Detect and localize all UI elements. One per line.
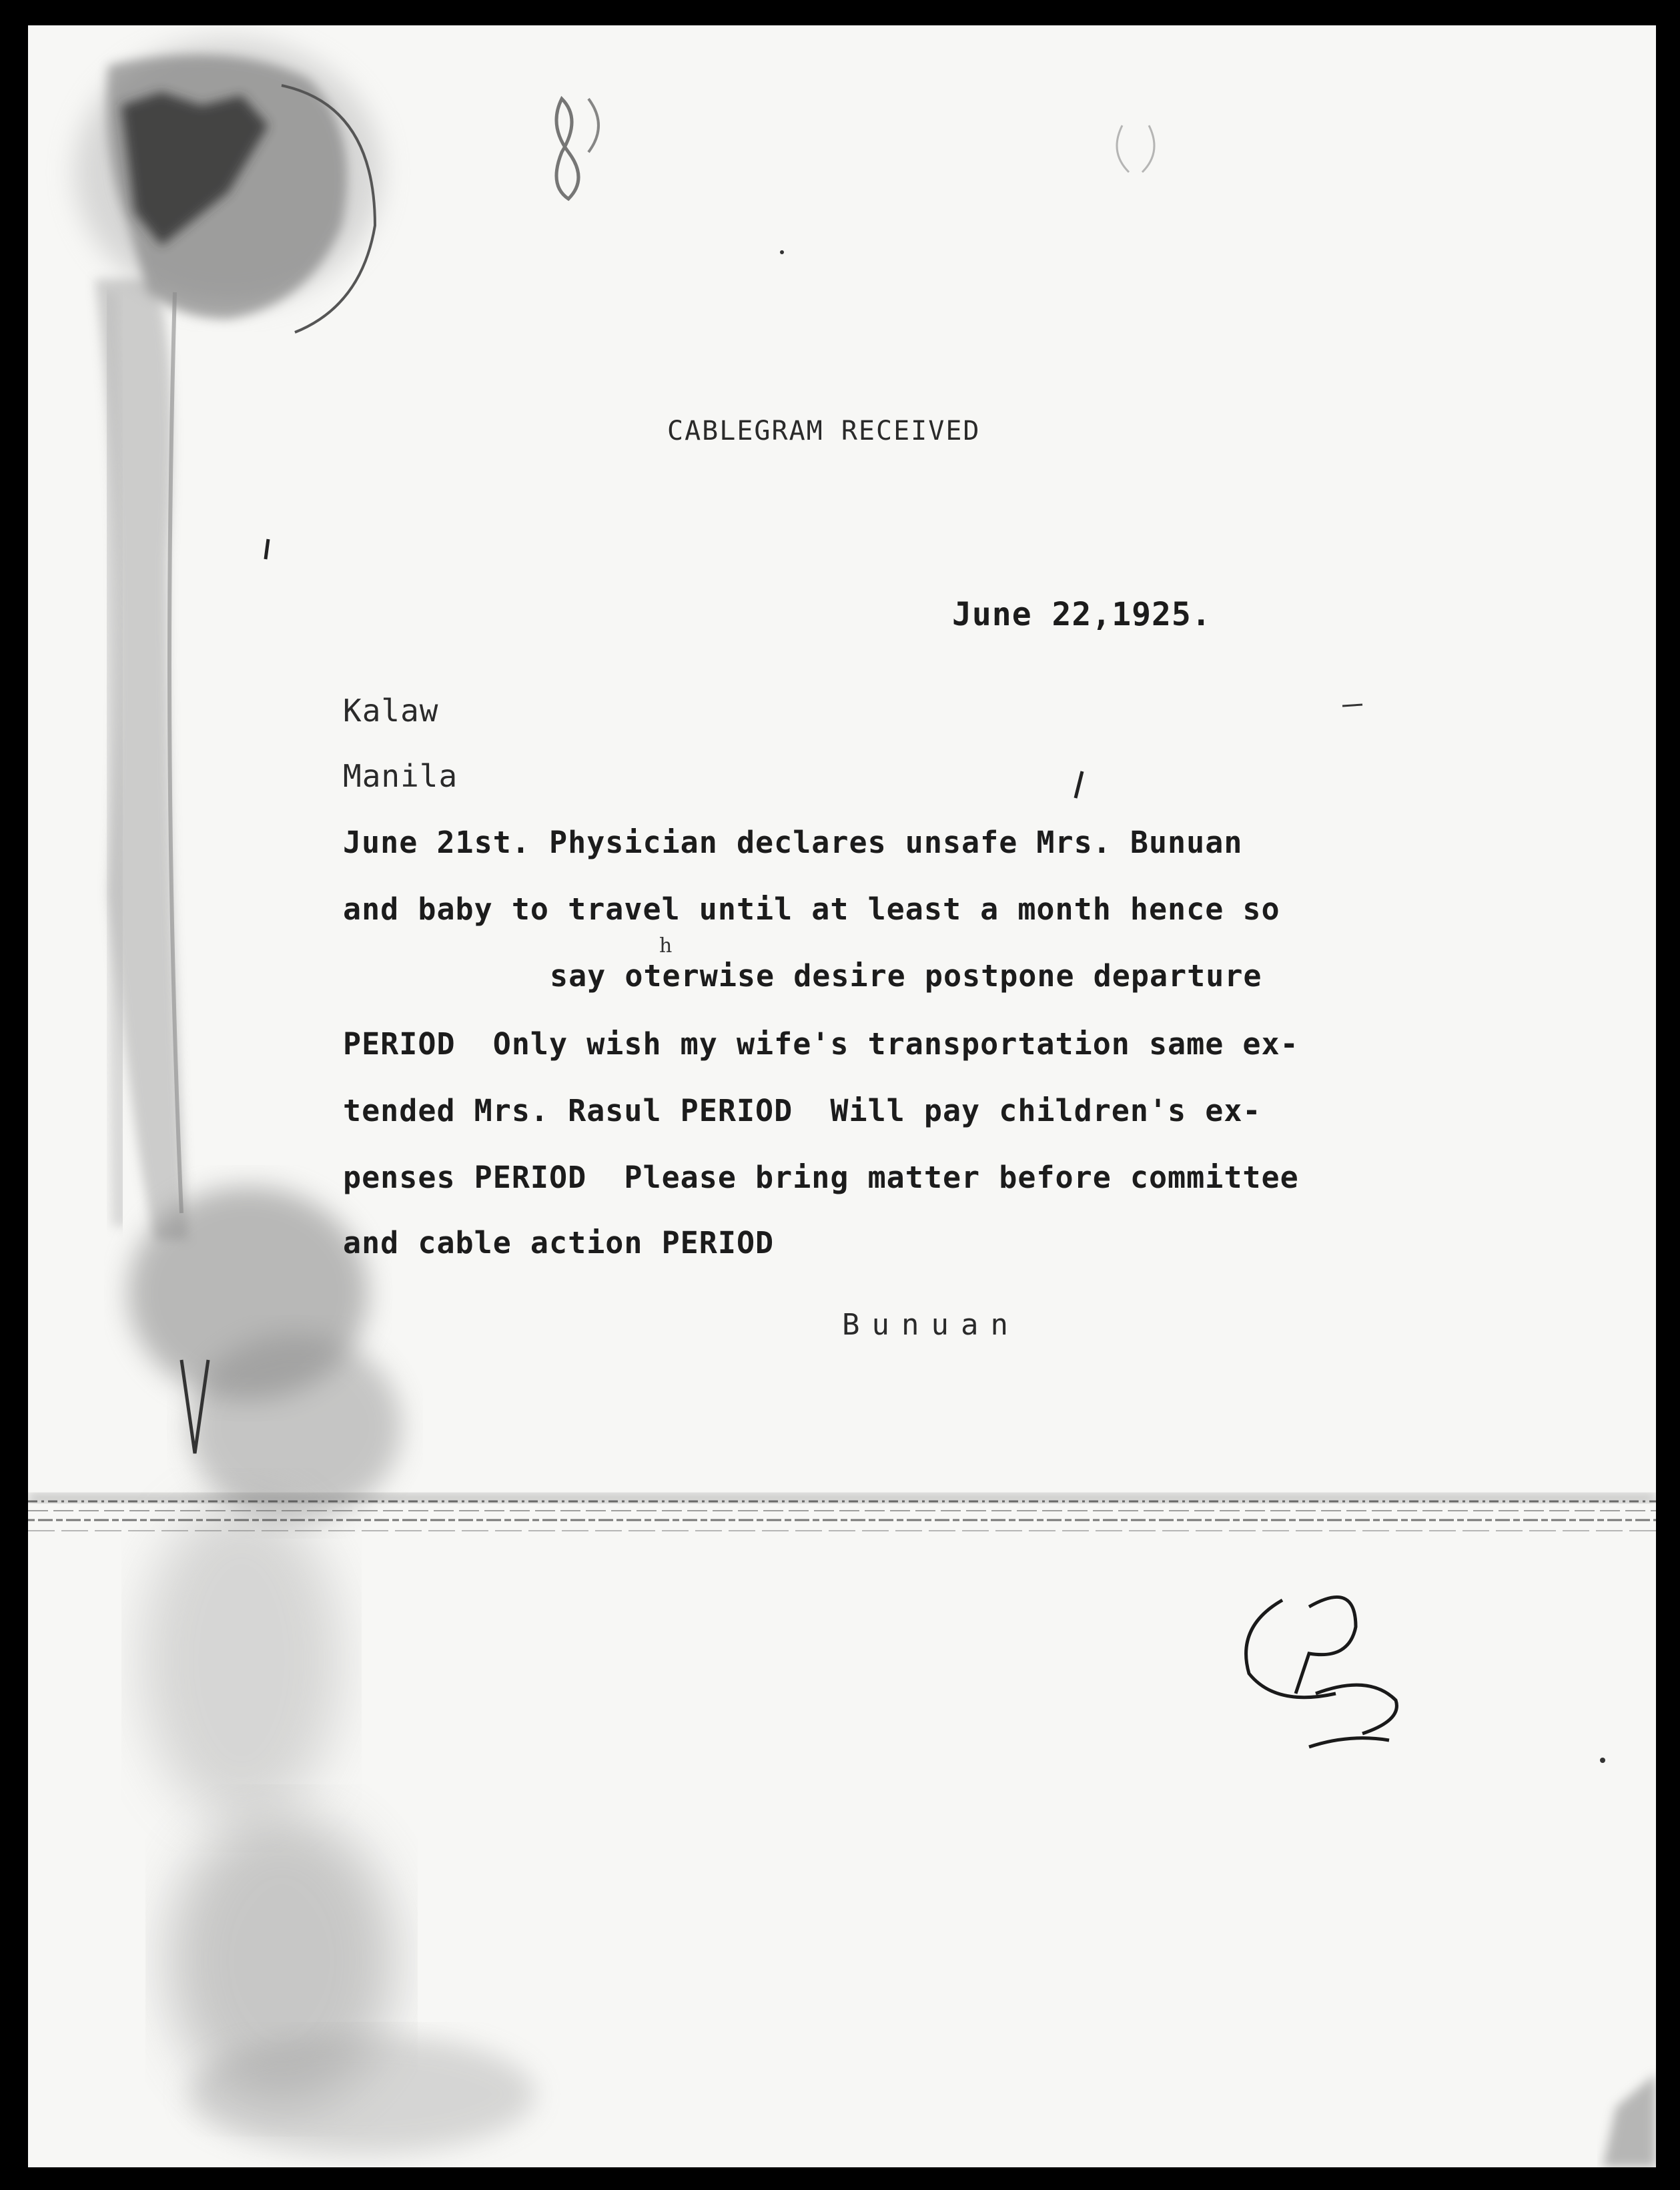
top-marks [1117,125,1154,172]
handwritten-insertion: h [659,934,673,958]
body-line: PERIOD Only wish my wife's transportation same ex- [343,1026,1299,1062]
body-line: and baby to travel until at least a month hence so [343,891,1280,927]
addressee: Kalaw [343,693,439,729]
document-title: CABLEGRAM RECEIVED [667,416,981,446]
header-number-mark [556,99,598,199]
corner-wear [1603,2074,1656,2167]
body-line: and cable action PERIOD [343,1225,775,1260]
body-line: June 21st. Physician declares unsafe Mrs. Bunuan [343,825,1243,860]
body-line: penses PERIOD Please bring matter before committee [343,1160,1299,1195]
body-line: say oterwise desire postpone departure [550,958,1262,994]
document-date: June 22,1925. [952,596,1212,633]
body-line: tended Mrs. Rasul PERIOD Will pay children's ex- [343,1093,1262,1128]
addressee-location: Manila [343,758,458,794]
document-page [28,25,1656,2167]
pen-marks [266,250,1605,1763]
left-edge-stain [95,279,535,2154]
signature: Bunuan [842,1308,1020,1342]
initials-mark [1246,1597,1397,1747]
